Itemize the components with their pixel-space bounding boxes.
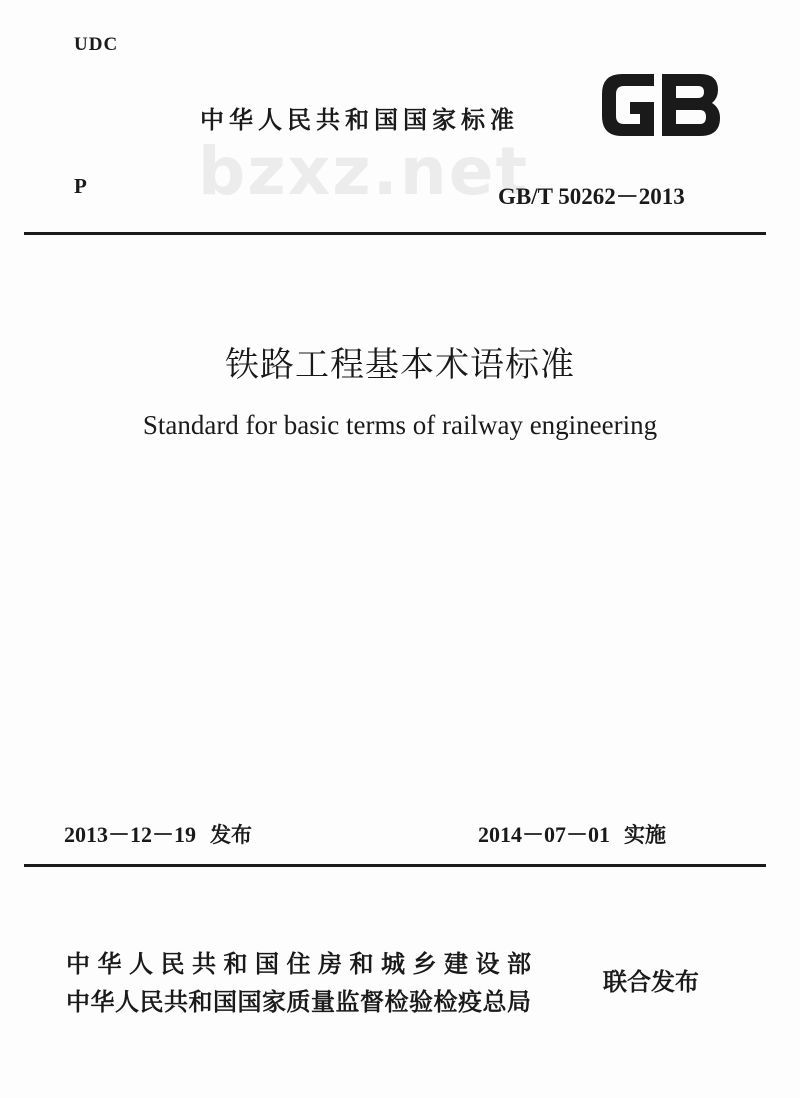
watermark: bzxz.net — [198, 133, 530, 210]
joint-issue-label: 联合发布 — [603, 968, 699, 996]
title-chinese: 铁路工程基本术语标准 — [225, 345, 575, 385]
effective-date-block — [478, 818, 666, 849]
bottom-divider — [24, 864, 766, 867]
gb-logo-icon — [596, 66, 726, 144]
national-standard-heading: 中华人民共和国国家标准 — [200, 106, 519, 134]
issuer-ministry-housing: 中华人民共和国住房和城乡建设部 — [66, 950, 539, 978]
issue-date-block — [64, 818, 252, 849]
category-code: P — [74, 174, 87, 198]
top-divider — [24, 232, 766, 235]
effective-label: 实施 — [624, 823, 667, 847]
title-english: Standard for basic terms of railway engineering — [142, 410, 658, 440]
issue-date: 2013－12－19 — [64, 822, 197, 847]
gb-logo — [596, 66, 726, 144]
standard-number: GB/T 50262－2013 — [498, 184, 685, 209]
udc-label: UDC — [74, 34, 119, 55]
issue-label: 发布 — [210, 823, 253, 847]
effective-date: 2014－07－01 — [478, 822, 611, 847]
issuer-aqsiq: 中华人民共和国国家质量监督检验检疫总局 — [66, 988, 532, 1016]
